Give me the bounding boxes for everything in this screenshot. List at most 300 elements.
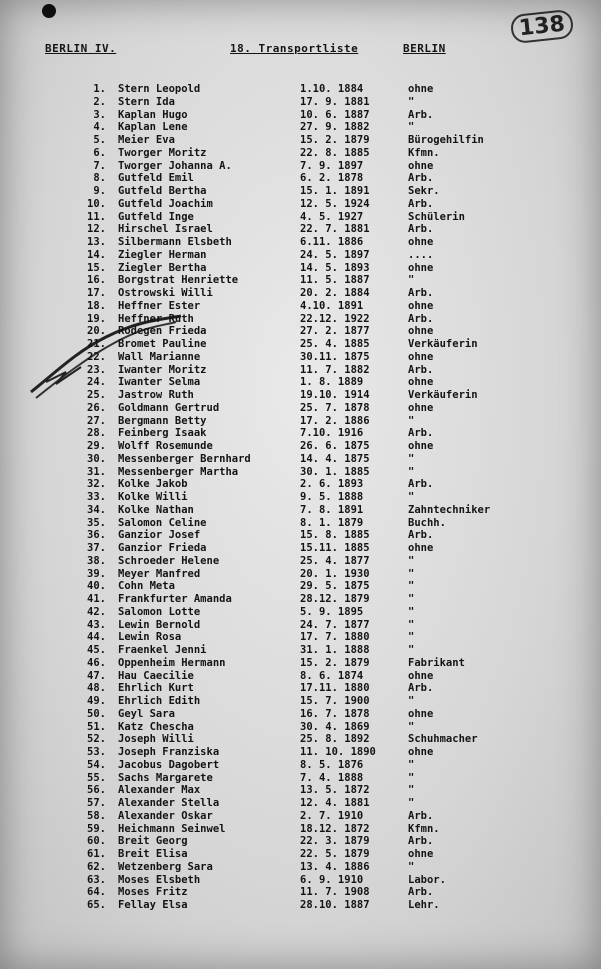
entry-number: 19. [87,312,106,325]
entry-number: 56. [87,784,106,797]
occupation: Arb. [408,478,434,491]
person-name: Wolff Rosemunde [118,440,213,452]
entry-number: 28. [87,427,106,440]
occupation: ohne [408,848,434,860]
document-header [45,42,485,62]
header-left: BERLIN IV. [45,42,117,55]
person-name: Frankfurter Amanda [118,593,232,605]
person-name: Gutfeld Joachim [118,197,213,210]
list-row [0,185,601,198]
birth-date: 29. 5. 1875 [300,580,370,593]
occupation: Labor. [408,873,446,886]
list-row [0,721,601,734]
person-name: Lewin Bernold [118,618,201,631]
list-row [0,759,601,772]
entry-number: 3. [93,108,106,121]
entry-number: 49. [87,695,106,707]
occupation: ohne [408,299,434,312]
occupation: " [408,758,415,771]
person-name: Messenberger Martha [118,465,239,478]
occupation: ohne [408,83,434,95]
occupation: ohne [408,325,434,338]
list-row [0,415,601,428]
occupation: " [408,644,415,656]
entry-number: 32. [87,478,106,491]
list-row [0,236,601,249]
list-row [0,542,601,555]
list-row [0,529,601,542]
occupation: " [408,797,415,809]
person-name: Borgstrat Henriette [118,274,239,287]
birth-date: 28.12. 1879 [300,593,370,605]
list-row [0,223,601,236]
entry-number: 16. [87,274,106,287]
occupation: Verkäuferin [408,338,478,350]
person-name: Oppenheim Hermann [118,656,226,669]
person-name: Heffner Ester [118,299,201,312]
occupation: Arb. [408,312,434,325]
list-row [0,886,601,899]
birth-date: 8. 6. 1874 [300,669,364,682]
birth-date: 10. 6. 1887 [300,108,370,121]
person-name: Silbermann Elsbeth [118,236,232,248]
birth-date: 25. 8. 1892 [300,733,370,746]
list-row [0,478,601,491]
occupation: " [408,860,415,873]
entry-number: 55. [87,771,106,784]
person-name: Alexander Max [118,784,201,797]
entry-number: 61. [87,848,106,860]
occupation: " [408,95,415,108]
list-row [0,147,601,160]
occupation: ohne [408,440,434,452]
person-name: Bromet Pauline [118,338,207,350]
person-name: Kaplan Lene [118,121,188,134]
occupation: " [408,465,415,478]
person-name: Iwanter Moritz [118,363,207,376]
person-name: Jastrow Ruth [118,389,194,401]
birth-date: 6. 2. 1878 [300,172,364,185]
birth-date: 12. 5. 1924 [300,197,370,210]
birth-date: 17. 7. 1880 [300,631,370,644]
birth-date: 1.10. 1884 [300,83,364,95]
list-row [0,784,601,797]
birth-date: 30. 4. 1869 [300,720,370,733]
entry-number: 2. [93,95,106,108]
birth-date: 1. 8. 1889 [300,376,364,389]
birth-date: 22. 8. 1885 [300,146,370,159]
list-row [0,211,601,224]
person-name: Feinberg Isaak [118,427,207,440]
entry-number: 33. [87,491,106,503]
person-name: Joseph Willi [118,733,194,746]
entry-number: 1. [93,83,106,95]
birth-date: 9. 5. 1888 [300,491,364,503]
person-name: Tworger Moritz [118,146,207,159]
occupation: " [408,554,415,567]
person-name: Salomon Celine [118,516,207,529]
birth-date: 5. 9. 1895 [300,605,364,618]
birth-date: 6. 9. 1910 [300,873,364,886]
list-row [0,504,601,517]
person-name: Cohn Meta [118,580,175,593]
birth-date: 15. 2. 1879 [300,134,370,146]
list-row [0,619,601,632]
person-name: Ganzior Josef [118,529,201,542]
entry-number: 12. [87,223,106,236]
occupation: " [408,567,415,580]
list-row [0,376,601,389]
birth-date: 11. 10. 1890 [300,746,376,758]
occupation: Arb. [408,363,434,376]
occupation: " [408,580,415,593]
birth-date: 15. 2. 1879 [300,656,370,669]
birth-date: 22. 3. 1879 [300,835,370,848]
list-row [0,797,601,810]
birth-date: 25. 7. 1878 [300,401,370,414]
person-name: Messenberger Bernhard [118,452,251,465]
birth-date: 6.11. 1886 [300,236,364,248]
list-row [0,695,601,708]
list-row [0,733,601,746]
occupation: ohne [408,669,434,682]
occupation: " [408,452,415,465]
list-row [0,491,601,504]
person-name: Tworger Johanna A. [118,159,232,172]
occupation: " [408,631,415,644]
entry-number: 45. [87,644,106,656]
occupation: " [408,695,415,707]
person-name: Gutfeld Emil [118,172,194,185]
person-name: Fellay Elsa [118,899,188,911]
entry-number: 54. [87,758,106,771]
entry-number: 40. [87,580,106,593]
occupation: " [408,274,415,287]
person-name: Ziegler Herman [118,248,207,261]
person-name: Ziegler Bertha [118,261,207,274]
birth-date: 20. 2. 1884 [300,287,370,299]
birth-date: 19.10. 1914 [300,389,370,401]
entry-number: 14. [87,248,106,261]
occupation: ohne [408,350,434,363]
occupation: Arb. [408,427,434,440]
birth-date: 27. 9. 1882 [300,121,370,134]
occupation: Arb. [408,682,434,695]
list-row [0,657,601,670]
list-row [0,134,601,147]
birth-date: 26. 6. 1875 [300,440,370,452]
occupation: ohne [408,746,434,758]
occupation: " [408,720,415,733]
entry-number: 23. [87,363,106,376]
occupation: " [408,605,415,618]
person-name: Hau Caecilie [118,669,194,682]
entry-number: 52. [87,733,106,746]
occupation: " [408,618,415,631]
birth-date: 30.11. 1875 [300,350,370,363]
birth-date: 17. 9. 1881 [300,95,370,108]
birth-date: 7. 9. 1897 [300,159,364,172]
entry-number: 15. [87,261,106,274]
occupation: ohne [408,401,434,414]
person-name: Joseph Franziska [118,746,220,758]
entry-number: 48. [87,682,106,695]
occupation: ohne [408,236,434,248]
birth-date: 15. 7. 1900 [300,695,370,707]
list-row [0,364,601,377]
person-name: Schroeder Helene [118,554,220,567]
occupation: ohne [408,261,434,274]
occupation: Sekr. [408,185,440,197]
entry-number: 47. [87,669,106,682]
person-name: Heffner Ruth [118,312,194,325]
person-name: Heichmann Seinwel [118,822,226,835]
list-row [0,325,601,338]
person-name: Gutfeld Inge [118,210,194,223]
header-title: 18. Transportliste [230,42,359,55]
occupation: " [408,593,415,605]
birth-date: 27. 2. 1877 [300,325,370,338]
entry-number: 26. [87,401,106,414]
list-row [0,313,601,326]
entry-number: 8. [93,172,106,185]
birth-date: 25. 4. 1877 [300,554,370,567]
birth-date: 2. 6. 1893 [300,478,364,491]
list-row [0,466,601,479]
list-row [0,670,601,683]
birth-date: 11. 7. 1908 [300,886,370,899]
birth-date: 24. 5. 1897 [300,248,370,261]
entry-number: 27. [87,414,106,427]
birth-date: 15.11. 1885 [300,542,370,554]
person-name: Hirschel Israel [118,223,213,236]
occupation: Schuhmacher [408,733,478,746]
list-row [0,861,601,874]
birth-date: 14. 4. 1875 [300,452,370,465]
birth-date: 17.11. 1880 [300,682,370,695]
person-name: Alexander Oskar [118,809,213,822]
list-row [0,160,601,173]
person-name: Wall Marianne [118,350,201,363]
person-name: Stern Ida [118,95,175,108]
list-row [0,96,601,109]
page-number-stamp: 138 [510,9,575,44]
list-row [0,440,601,453]
list-row [0,517,601,530]
person-name: Iwanter Selma [118,376,201,389]
list-row [0,644,601,657]
entry-number: 17. [87,287,106,299]
list-row [0,109,601,122]
entry-number: 6. [93,146,106,159]
person-name: Gutfeld Bertha [118,185,207,197]
birth-date: 4. 5. 1927 [300,210,364,223]
list-row [0,287,601,300]
birth-date: 24. 7. 1877 [300,618,370,631]
list-row [0,351,601,364]
birth-date: 12. 4. 1881 [300,797,370,809]
occupation: ohne [408,707,434,720]
transport-list [0,83,601,912]
occupation: Lehr. [408,899,440,911]
entry-number: 31. [87,465,106,478]
person-name: Ehrlich Kurt [118,682,194,695]
birth-date: 31. 1. 1888 [300,644,370,656]
occupation: Schülerin [408,210,465,223]
list-row [0,631,601,644]
person-name: Goldmann Gertrud [118,401,220,414]
birth-date: 11. 5. 1887 [300,274,370,287]
occupation: Kfmn. [408,822,440,835]
list-row [0,810,601,823]
list-row [0,568,601,581]
occupation: " [408,121,415,134]
list-row [0,172,601,185]
person-name: Jacobus Dagobert [118,758,220,771]
person-name: Meier Eva [118,134,175,146]
occupation: Arb. [408,886,434,899]
list-row [0,899,601,912]
birth-date: 11. 7. 1882 [300,363,370,376]
list-row [0,772,601,785]
entry-number: 41. [87,593,106,605]
occupation: .... [408,248,434,261]
occupation: Arb. [408,835,434,848]
list-row [0,453,601,466]
occupation: " [408,784,415,797]
entry-number: 10. [87,197,106,210]
entry-number: 4. [93,121,106,134]
person-name: Stern Leopold [118,83,201,95]
occupation: Arb. [408,287,434,299]
person-name: Kolke Willi [118,491,188,503]
list-row [0,83,601,96]
list-row [0,121,601,134]
list-row [0,338,601,351]
entry-number: 35. [87,516,106,529]
occupation: Buchh. [408,516,446,529]
occupation: Arb. [408,809,434,822]
entry-number: 62. [87,860,106,873]
entry-number: 5. [93,134,106,146]
birth-date: 15. 8. 1885 [300,529,370,542]
birth-date: 18.12. 1872 [300,822,370,835]
list-row [0,874,601,887]
person-name: Moses Elsbeth [118,873,201,886]
occupation: Arb. [408,529,434,542]
entry-number: 60. [87,835,106,848]
birth-date: 22. 5. 1879 [300,848,370,860]
entry-number: 18. [87,299,106,312]
list-row [0,198,601,211]
entry-number: 37. [87,542,106,554]
occupation: ohne [408,542,434,554]
list-row [0,746,601,759]
birth-date: 22. 7. 1881 [300,223,370,236]
list-row [0,835,601,848]
entry-number: 30. [87,452,106,465]
birth-date: 7. 8. 1891 [300,503,364,516]
list-row [0,682,601,695]
entry-number: 13. [87,236,106,248]
birth-date: 7. 4. 1888 [300,771,364,784]
entry-number: 53. [87,746,106,758]
entry-number: 57. [87,797,106,809]
entry-number: 29. [87,440,106,452]
entry-number: 42. [87,605,106,618]
occupation: Zahntechniker [408,503,491,516]
occupation: ohne [408,159,434,172]
birth-date: 4.10. 1891 [300,299,364,312]
birth-date: 16. 7. 1878 [300,707,370,720]
occupation: Arb. [408,172,434,185]
birth-date: 14. 5. 1893 [300,261,370,274]
occupation: Verkäuferin [408,389,478,401]
entry-number: 43. [87,618,106,631]
occupation: " [408,414,415,427]
person-name: Wetzenberg Sara [118,860,213,873]
entry-number: 9. [93,185,106,197]
list-row [0,389,601,402]
person-name: Katz Chescha [118,720,194,733]
entry-number: 11. [87,210,106,223]
list-row [0,249,601,262]
person-name: Alexander Stella [118,797,220,809]
birth-date: 13. 5. 1872 [300,784,370,797]
occupation: ohne [408,376,434,389]
birth-date: 15. 1. 1891 [300,185,370,197]
entry-number: 38. [87,554,106,567]
birth-date: 28.10. 1887 [300,899,370,911]
person-name: Kolke Jakob [118,478,188,491]
entry-number: 59. [87,822,106,835]
person-name: Breit Georg [118,835,188,848]
occupation: " [408,491,415,503]
list-row [0,555,601,568]
person-name: Geyl Sara [118,707,175,720]
list-row [0,580,601,593]
list-row [0,848,601,861]
list-row [0,606,601,619]
birth-date: 8. 1. 1879 [300,516,364,529]
occupation: " [408,771,415,784]
entry-number: 25. [87,389,106,401]
entry-number: 21. [87,338,106,350]
person-name: Kolke Nathan [118,503,194,516]
birth-date: 2. 7. 1910 [300,809,364,822]
occupation: Arb. [408,197,434,210]
person-name: Salomon Lotte [118,605,201,618]
entry-number: 65. [87,899,106,911]
punch-hole [42,4,56,18]
entry-number: 39. [87,567,106,580]
entry-number: 58. [87,809,106,822]
person-name: Rodegen Frieda [118,325,207,338]
person-name: Ehrlich Edith [118,695,201,707]
list-row [0,402,601,415]
person-name: Fraenkel Jenni [118,644,207,656]
entry-number: 20. [87,325,106,338]
person-name: Lewin Rosa [118,631,182,644]
entry-number: 51. [87,720,106,733]
birth-date: 30. 1. 1885 [300,465,370,478]
list-row [0,274,601,287]
birth-date: 8. 5. 1876 [300,758,364,771]
list-row [0,262,601,275]
person-name: Moses Fritz [118,886,188,899]
header-right: BERLIN [403,42,446,55]
entry-number: 64. [87,886,106,899]
